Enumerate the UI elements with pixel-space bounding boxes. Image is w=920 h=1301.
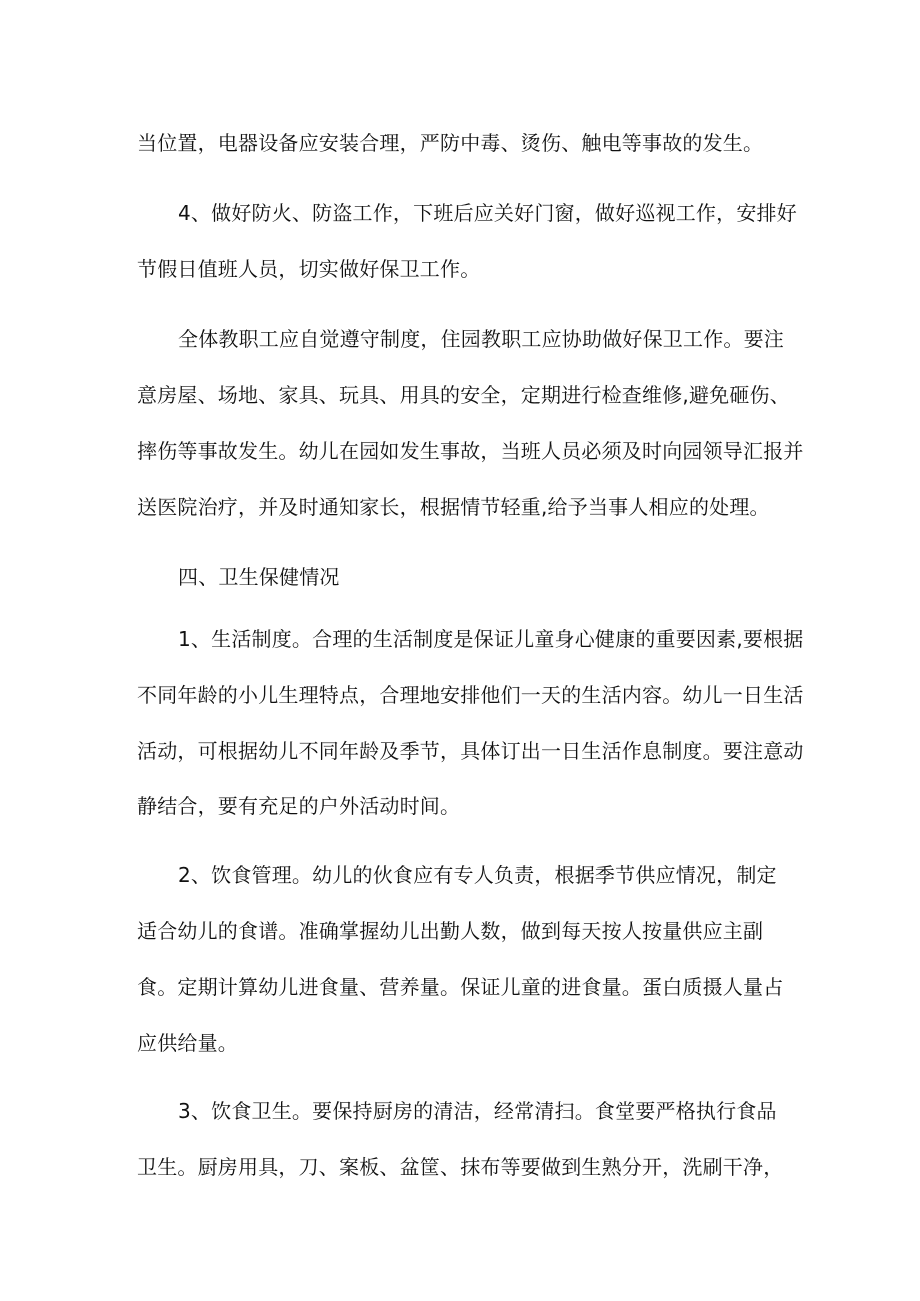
text-line-14: 适合幼儿的食谱。准确掌握幼儿出勤人数，做到每天按人按量供应主副 <box>137 919 764 943</box>
text-line-18: 卫生。厨房用具，刀、案板、盆筐、抹布等要做到生熟分开，洗刷干净， <box>137 1155 784 1179</box>
text-line-9: 1、生活制度。合理的生活制度是保证儿童身心健康的重要因素,要根据 <box>178 627 804 651</box>
text-line-1: 当位置，电器设备应安装合理，严防中毒、烫伤、触电等事故的发生。 <box>137 131 764 155</box>
text-line-2: 4、做好防火、防盗工作，下班后应关好门窗，做好巡视工作，安排好 <box>178 201 797 225</box>
text-line-12: 静结合，要有充足的户外活动时间。 <box>137 794 461 818</box>
text-line-10: 不同年龄的小儿生理特点，合理地安排他们一天的生活内容。幼儿一日生活 <box>137 683 804 707</box>
text-line-11: 活动，可根据幼儿不同年龄及季节，具体订出一日生活作息制度。要注意动 <box>137 739 804 763</box>
text-line-3: 节假日值班人员，切实做好保卫工作。 <box>137 257 481 281</box>
text-line-17: 3、饮食卫生。要保持厨房的清洁，经常清扫。食堂要严格执行食品 <box>178 1099 777 1123</box>
text-line-7: 送医院治疗，并及时通知家长，根据情节轻重,给予当事人相应的处理。 <box>137 495 770 519</box>
text-line-5: 意房屋、场地、家具、玩具、用具的安全，定期进行检查维修,避免砸伤、 <box>137 383 790 407</box>
text-line-15: 食。定期计算幼儿进食量、营养量。保证儿童的进食量。蛋白质摄人量占 <box>137 975 784 999</box>
text-line-16: 应供给量。 <box>137 1031 238 1055</box>
section-heading: 四、卫生保健情况 <box>178 565 340 589</box>
text-line-6: 摔伤等事故发生。幼儿在园如发生事故，当班人员必须及时向园领导汇报并 <box>137 439 804 463</box>
text-line-4: 全体教职工应自觉遵守制度，住园教职工应协助做好保卫工作。要注 <box>178 327 784 351</box>
text-line-13: 2、饮食管理。幼儿的伙食应有专人负责，根据季节供应情况，制定 <box>178 863 777 887</box>
